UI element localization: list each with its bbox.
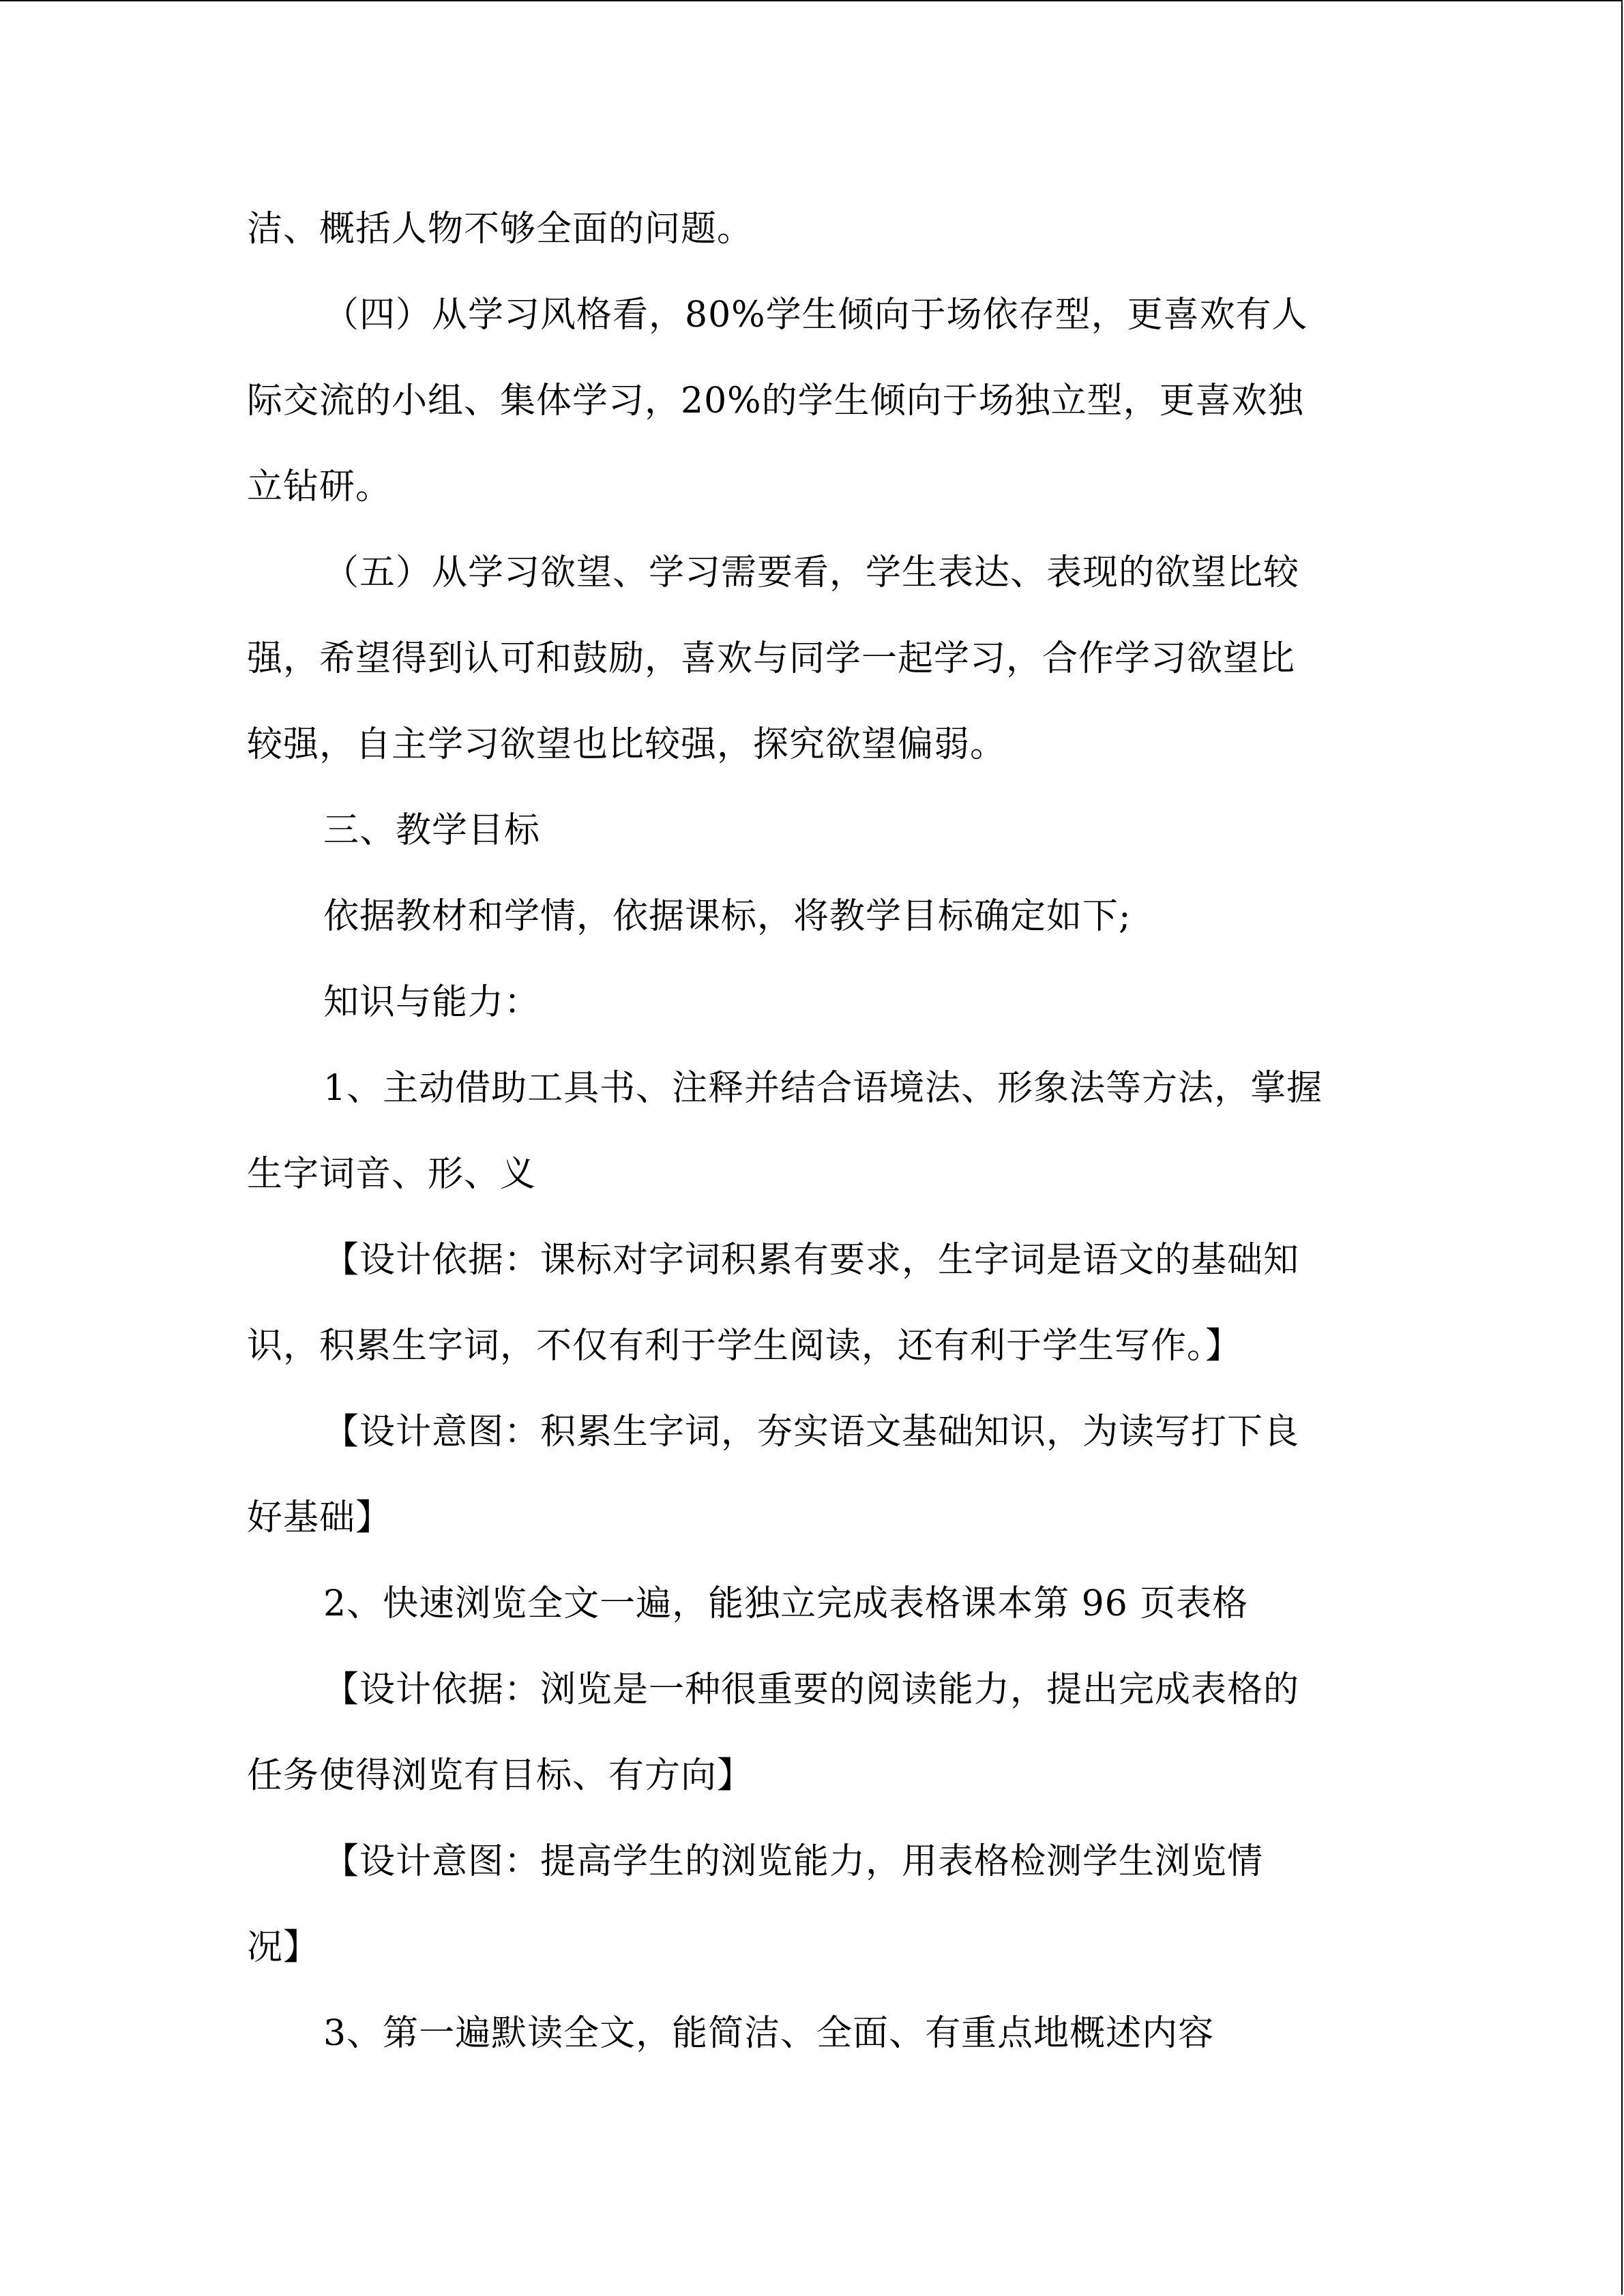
text-line: 识，积累生字词，不仅有利于学生阅读，还有利于学生写作。】 bbox=[247, 1326, 1242, 1367]
text-line: （四）从学习风格看，80%学生倾向于场依存型，更喜欢有人 bbox=[323, 295, 1308, 336]
text-line: 3、第一遍默读全文，能简洁、全面、有重点地概述内容 bbox=[323, 2013, 1215, 2054]
text-line: 【设计依据：浏览是一种很重要的阅读能力，提出完成表格的 bbox=[323, 1669, 1300, 1710]
text-line: 较强，自主学习欲望也比较强，探究欲望偏弱。 bbox=[247, 724, 1007, 765]
text-line: 际交流的小组、集体学习，20%的学生倾向于场独立型，更喜欢独 bbox=[247, 381, 1304, 421]
subsection-heading: 知识与能力： bbox=[323, 982, 541, 1023]
text-line: 【设计意图：积累生字词，夯实语文基础知识，为读写打下良 bbox=[323, 1412, 1300, 1452]
text-line: 强，希望得到认可和鼓励，喜欢与同学一起学习，合作学习欲望比 bbox=[247, 638, 1296, 679]
text-line: （五）从学习欲望、学习需要看，学生表达、表现的欲望比较 bbox=[323, 552, 1300, 593]
text-line: 2、快速浏览全文一遍，能独立完成表格课本第 96 页表格 bbox=[323, 1583, 1249, 1624]
section-heading: 三、教学目标 bbox=[323, 810, 541, 851]
text-line: 依据教材和学情，依据课标，将教学目标确定如下; bbox=[323, 896, 1132, 937]
text-line: 生字词音、形、义 bbox=[247, 1154, 537, 1195]
text-line: 况】 bbox=[247, 1927, 320, 1968]
text-line: 好基础】 bbox=[247, 1497, 392, 1538]
text-line: 洁、概括人物不够全面的问题。 bbox=[247, 209, 754, 250]
text-line: 【设计依据：课标对字词积累有要求，生字词是语文的基础知 bbox=[323, 1240, 1300, 1281]
text-line: 【设计意图：提高学生的浏览能力，用表格检测学生浏览情 bbox=[323, 1841, 1264, 1882]
text-line: 1、主动借助工具书、注释并结合语境法、形象法等方法，掌握 bbox=[323, 1068, 1323, 1109]
text-line: 立钻研。 bbox=[247, 466, 392, 507]
text-line: 任务使得浏览有目标、有方向】 bbox=[247, 1755, 754, 1796]
